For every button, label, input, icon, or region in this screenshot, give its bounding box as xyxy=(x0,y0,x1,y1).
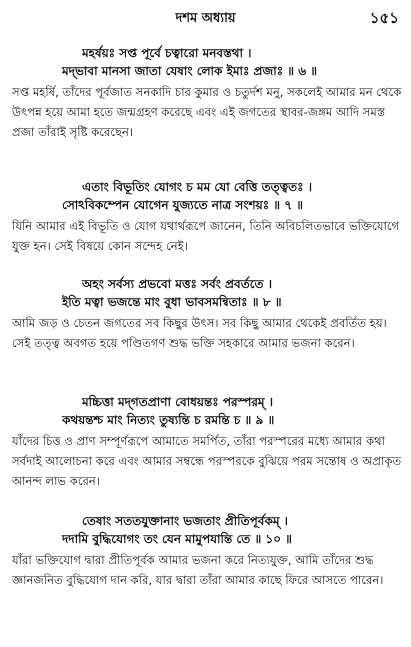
chapter-title: দশম অধ্যায় xyxy=(175,11,236,26)
sloka-line: সোঽবিকম্পেন যোগেন যুজ্যতে নাত্র সংশয়ঃ ॥ ৭ ॥ xyxy=(62,198,304,212)
sloka-line: মচ্চিত্তা মদ্‌গতপ্রাণা বোধয়ন্তঃ পরস্পরম্ । xyxy=(82,395,274,409)
sloka-line: কথয়ন্তশ্চ মাং নিত্যং তুষ্যন্তি চ রমন্তি চ ॥ ৯ ॥ xyxy=(62,413,275,427)
verse-7 xyxy=(12,178,402,256)
sloka-line: অহং সর্বস্য প্রভবো মত্তঃ সর্বং প্রবর্ততে । xyxy=(82,277,272,291)
page-header xyxy=(0,6,411,28)
sloka-line: মদ্‌ভাবা মানসা জাতা যেষাং লোক ইমাঃ প্রজাঃ ॥ ৬ ॥ xyxy=(62,64,318,78)
verse-6 xyxy=(12,44,402,142)
verse-translation: আমি জড় ও চেতন জগতের সব কিছুর উৎস। সব কিছু আমার থেকেই প্রবর্তিত হয়। সেই তত্ত্ব অবগত হয়ে পণ্ডিতগণ শুদ্ধ ভক্তি সহকারে আমার ভজনা করেন। xyxy=(12,316,387,350)
verse-9 xyxy=(12,393,402,491)
verse-translation: সপ্ত মহর্ষি, তাঁদের পূর্বজাত সনকাদি চার কুমার ও চতুর্দশ মনু, সকলেই আমার মন থেকে উৎপন্ন হয়ে আমা হতে জন্মগ্রহণ করেছে এবং এই জগতের স্থাবর-জঙ্গম আদি সমস্ত প্রজা তাঁরাই সৃষ্টি করেছেন। xyxy=(12,85,402,139)
sloka-line: এতাং বিভূতিং যোগং চ মম যো বেত্তি তত্ত্বতঃ । xyxy=(82,180,313,194)
verse-translation: যিনি আমার এই বিভূতি ও যোগ যথার্থরূপে জানেন, তিনি অবিচলিতভাবে ভক্তিযোগে যুক্ত হন। সেই বিষয়ে কোন সন্দেহ নেই। xyxy=(12,219,400,253)
sloka-line: দদামি বুদ্ধিযোগং তং যেন মামুপযান্তি তে ॥ ১০ ॥ xyxy=(62,532,292,546)
sloka-line: তেষাং সততযুক্তানাং ভজতাং প্রীতিপূর্বকম্ । xyxy=(82,514,288,528)
verse-translation: যাঁরা ভক্তিযোগ দ্বারা প্রীতিপূর্বক আমার ভজনা করে নিত্যযুক্ত, আমি তাঁদের শুদ্ধ জ্ঞানজনিত বুদ্ধিযোগ দান করি, যার দ্বারা তাঁরা আমার কাছে ফিরে আসতে পারেন। xyxy=(12,553,384,587)
verse-translation: যাঁদের চিত্ত ও প্রাণ সম্পূর্ণরূপে আমাতে সমর্পিত, তাঁরা পরস্পরের মধ্যে আমার কথা সর্বদাই আলোচনা করে এবং আমার সম্বন্ধে পরস্পরকে বুঝিয়ে পরম সন্তোষ ও অপ্রাকৃত আনন্দ লাভ করেন। xyxy=(12,434,402,488)
verse-10 xyxy=(12,512,402,590)
sloka-line: ইতি মত্বা ভজন্তে মাং বুধা ভাবসমন্বিতাঃ ॥ ৮ ॥ xyxy=(62,295,282,309)
verse-8 xyxy=(12,275,402,353)
page-number: ১৫১ xyxy=(369,9,399,27)
sloka-line: মহর্ষয়ঃ সপ্ত পূর্বে চত্বারো মনবস্তথা । xyxy=(82,46,252,60)
